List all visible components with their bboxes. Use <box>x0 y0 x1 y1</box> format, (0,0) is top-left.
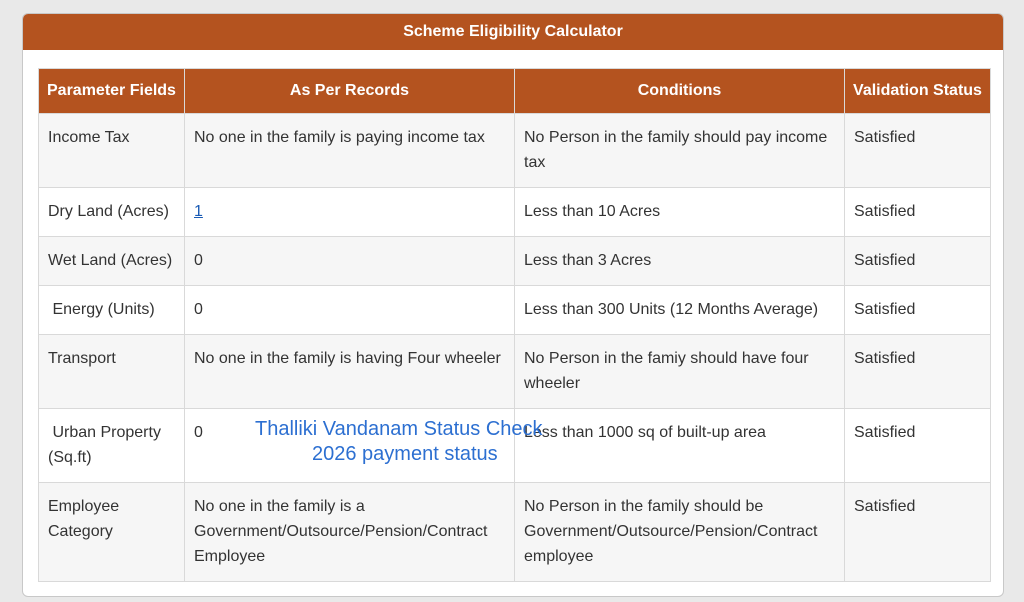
header-as-per-records: As Per Records <box>185 69 515 114</box>
param-cell: Urban Property (Sq.ft) <box>39 409 185 483</box>
param-cell: Employee Category <box>39 483 185 582</box>
status-cell: Satisfied <box>845 237 991 286</box>
param-cell: Income Tax <box>39 114 185 188</box>
param-cell: Wet Land (Acres) <box>39 237 185 286</box>
eligibility-table <box>38 68 991 582</box>
param-cell: Energy (Units) <box>39 286 185 335</box>
param-cell: Transport <box>39 335 185 409</box>
header-validation-status: Validation Status <box>845 69 991 114</box>
condition-cell: Less than 1000 sq of built-up area <box>515 409 845 483</box>
table-row <box>39 335 991 409</box>
status-cell: Satisfied <box>845 483 991 582</box>
record-cell <box>185 188 515 237</box>
status-cell: Satisfied <box>845 188 991 237</box>
header-conditions: Conditions <box>515 69 845 114</box>
condition-cell: No Person in the family should pay income tax <box>515 114 845 188</box>
status-cell: Satisfied <box>845 335 991 409</box>
watermark-line-1: Thalliki Vandanam Status Check <box>255 418 543 440</box>
record-cell: No one in the family is a Government/Outsource/Pension/Contract Employee <box>185 483 515 582</box>
header-parameter-fields: Parameter Fields <box>39 69 185 114</box>
table-row <box>39 409 991 483</box>
record-cell: 0 <box>185 286 515 335</box>
condition-cell: Less than 3 Acres <box>515 237 845 286</box>
status-cell: Satisfied <box>845 409 991 483</box>
condition-cell: Less than 10 Acres <box>515 188 845 237</box>
table-header-row <box>39 69 991 114</box>
record-cell: No one in the family is having Four wheeler <box>185 335 515 409</box>
status-cell: Satisfied <box>845 286 991 335</box>
record-cell: No one in the family is paying income tax <box>185 114 515 188</box>
table-row <box>39 114 991 188</box>
record-cell: 0 <box>185 409 515 483</box>
table-row <box>39 483 991 582</box>
table-row <box>39 188 991 237</box>
status-cell: Satisfied <box>845 114 991 188</box>
record-cell: 0 <box>185 237 515 286</box>
param-cell: Dry Land (Acres) <box>39 188 185 237</box>
dry-land-record-link[interactable]: 1 <box>194 203 203 220</box>
table-row <box>39 286 991 335</box>
watermark-line-2: 2026 payment status <box>312 443 498 465</box>
eligibility-card <box>22 13 1004 597</box>
condition-cell: No Person in the famiy should have four wheeler <box>515 335 845 409</box>
condition-cell: Less than 300 Units (12 Months Average) <box>515 286 845 335</box>
card-title: Scheme Eligibility Calculator <box>23 14 1003 50</box>
table-row <box>39 237 991 286</box>
condition-cell: No Person in the family should be Government/Outsource/Pension/Contract employee <box>515 483 845 582</box>
